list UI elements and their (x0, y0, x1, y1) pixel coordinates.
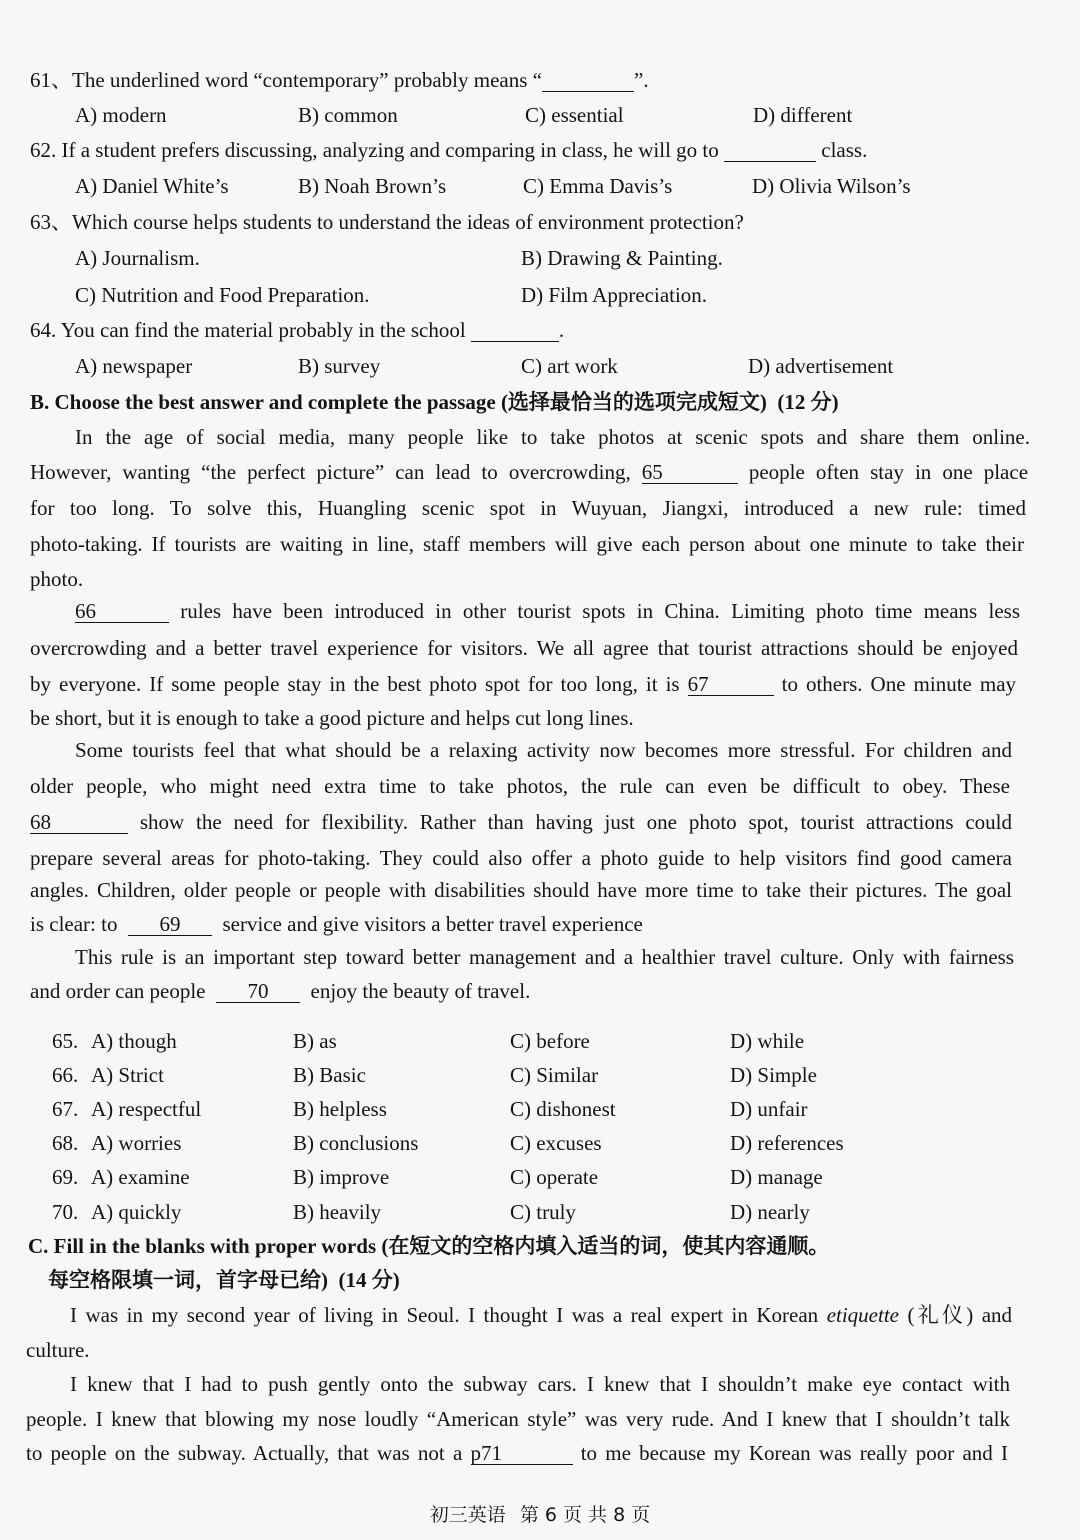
option-62-d: D) Olivia Wilson’s (752, 174, 911, 198)
passage-b-text: people often stay in one place (748, 460, 1029, 484)
option-d: D) while (730, 1029, 805, 1053)
question-64-end: . (558, 318, 565, 342)
option-c: C) truly (510, 1200, 576, 1224)
answer-blank-66: 66 (75, 600, 169, 623)
passage-b-line (30, 459, 1028, 485)
passage-b-line: Some tourists feel that what should be a relaxing activity now becomes more stressful. For children and (75, 738, 1012, 762)
footer-subject: 初三英语 (429, 1504, 506, 1526)
option-d: D) unfair (730, 1097, 808, 1121)
etiquette-word: etiquette (826, 1303, 899, 1327)
option-c: C) Similar (510, 1063, 599, 1087)
answer-blank-70: 70 (216, 980, 300, 1003)
option-b: B) conclusions (293, 1131, 419, 1155)
passage-b-text: and order can people (30, 979, 206, 1003)
option-64-c: C) art work (521, 354, 618, 378)
option-a: A) examine (91, 1165, 190, 1189)
passage-c-text: I was in my second year of living in Seoul. I thought I was a real expert in Korean (70, 1303, 819, 1327)
passage-c-line: culture. (26, 1338, 90, 1362)
passage-b-line (30, 911, 643, 937)
option-a: A) worries (91, 1131, 182, 1155)
option-d: D) nearly (730, 1200, 810, 1224)
option-b: B) as (293, 1029, 337, 1053)
option-num: 68. (52, 1131, 79, 1155)
question-61 (30, 67, 649, 93)
passage-b-text: is clear: to (30, 912, 118, 936)
answer-blank-68: 68 (30, 811, 128, 834)
answer-blank-61 (542, 69, 634, 92)
option-64-b: B) survey (298, 354, 381, 378)
section-c-heading: C. Fill in the blanks with proper words (在短文的空格内填入适当的词，使其内容通顺。 (28, 1234, 830, 1258)
answer-blank-71 (471, 1442, 573, 1465)
option-b: B) heavily (293, 1200, 382, 1224)
passage-c-text: to people on the subway. Actually, that was not a (26, 1441, 463, 1465)
passage-b-line: angles. Children, older people or people with disabilities should have more time to take their pictures. The goal (30, 878, 1012, 902)
section-b-heading: B. Choose the best answer and complete the passage (选择最恰当的选项完成短文) (12 分) (30, 390, 839, 414)
passage-b-text: by everyone. If some people stay in the best photo spot for too long, it is (30, 672, 680, 696)
option-63-a: A) Journalism. (75, 246, 200, 270)
footer-page-number: 第 6 页 共 8 页 (519, 1504, 651, 1526)
option-d: D) references (730, 1131, 844, 1155)
option-61-c: C) essential (525, 103, 624, 127)
option-62-c: C) Emma Davis’s (523, 174, 673, 198)
blank-71-number: 71 (481, 1441, 502, 1465)
option-num: 66. (52, 1063, 79, 1087)
answer-blank-67: 67 (688, 673, 774, 696)
option-b: B) helpless (293, 1097, 387, 1121)
option-a: A) quickly (91, 1200, 182, 1224)
passage-c-line (26, 1440, 1008, 1466)
question-62-stem: 62. If a student prefers discussing, analyzing and comparing in class, he will go to (30, 138, 719, 162)
passage-b-line: photo. (30, 567, 84, 591)
option-63-c: C) Nutrition and Food Preparation. (75, 283, 370, 307)
option-63-d: D) Film Appreciation. (521, 283, 708, 307)
passage-c-line: I knew that I had to push gently onto the subway cars. I knew that I shouldn’t make eye contact with (70, 1372, 1010, 1396)
option-c: C) before (510, 1029, 590, 1053)
option-num: 67. (52, 1097, 79, 1121)
option-a: A) though (91, 1029, 177, 1053)
passage-b-line: be short, but it is enough to take a good picture and helps cut long lines. (30, 706, 634, 730)
question-64-stem: 64. You can find the material probably in the school (30, 318, 466, 342)
option-b: B) improve (293, 1165, 390, 1189)
passage-c-text: to me because my Korean was really poor and I (580, 1441, 1008, 1465)
option-a: A) Strict (91, 1063, 164, 1087)
passage-b-line: This rule is an important step toward better management and a healthier travel culture. Only with fairness (75, 945, 1014, 969)
option-a: A) respectful (91, 1097, 202, 1121)
option-64-d: D) advertisement (748, 354, 894, 378)
option-62-a: A) Daniel White’s (75, 174, 229, 198)
option-num: 65. (52, 1029, 79, 1053)
passage-b-line: for too long. To solve this, Huangling scenic spot in Wuyuan, Jiangxi, introduced a new rule: timed (30, 496, 1026, 520)
option-b: B) Basic (293, 1063, 366, 1087)
option-d: D) manage (730, 1165, 823, 1189)
question-61-end: ”. (634, 68, 649, 92)
blank-71-letter: p (470, 1441, 481, 1465)
option-c: C) dishonest (510, 1097, 616, 1121)
question-62-end: class. (821, 138, 868, 162)
passage-b-text: rules have been introduced in other tourist spots in China. Limiting photo time means less (180, 599, 1020, 623)
answer-blank-64 (471, 319, 559, 342)
page-footer (0, 1500, 1080, 1527)
section-c-subheading: 每空格限填一词，首字母已给) (14 分) (48, 1268, 400, 1292)
option-63-b: B) Drawing & Painting. (521, 246, 723, 270)
passage-b-line: older people, who might need extra time to take photos, the rule can even be difficult to obey. These (30, 774, 1010, 798)
passage-b-line: overcrowding and a better travel experience for visitors. We all agree that tourist attractions should be enjoyed (30, 636, 1018, 660)
answer-blank-69: 69 (128, 913, 212, 936)
option-c: C) operate (510, 1165, 599, 1189)
passage-b-line (75, 598, 1020, 624)
passage-b-line: prepare several areas for photo-taking. They could also offer a photo guide to help visitors find good camera (30, 846, 1012, 870)
question-63: 63、Which course helps students to understand the ideas of environment protection? (30, 210, 744, 234)
passage-c-line: people. I knew that blowing my nose loudly “American style” was very rude. And I knew that I shouldn’t talk (26, 1407, 1010, 1431)
question-64 (30, 317, 564, 343)
passage-b-text: service and give visitors a better travel experience (222, 912, 643, 936)
passage-c-line (70, 1302, 1012, 1328)
passage-b-line (30, 671, 1016, 697)
option-61-a: A) modern (75, 103, 167, 127)
option-num: 70. (52, 1200, 79, 1224)
option-62-b: B) Noah Brown’s (298, 174, 447, 198)
passage-c-text: (礼仪) and (907, 1303, 1013, 1327)
passage-b-text: show the need for flexibility. Rather than having just one photo spot, tourist attractions could (139, 810, 1012, 834)
passage-b-line (30, 809, 1012, 835)
option-61-b: B) common (298, 103, 398, 127)
option-c: C) excuses (510, 1131, 602, 1155)
question-62 (30, 137, 867, 163)
passage-b-text: to others. One minute may (781, 672, 1017, 696)
passage-b-line (30, 978, 530, 1004)
option-64-a: A) newspaper (75, 354, 193, 378)
option-num: 69. (52, 1165, 79, 1189)
answer-blank-62 (724, 139, 816, 162)
passage-b-line: photo-taking. If tourists are waiting in line, staff members will give each person about one minute to take their (30, 532, 1024, 556)
passage-b-line: In the age of social media, many people like to take photos at scenic spots and share them online. (75, 425, 1030, 449)
question-61-stem: 61、The underlined word “contemporary” probably means “ (30, 68, 542, 92)
option-61-d: D) different (753, 103, 853, 127)
passage-b-text: enjoy the beauty of travel. (310, 979, 531, 1003)
passage-b-text: However, wanting “the perfect picture” can lead to overcrowding, (30, 460, 631, 484)
answer-blank-65: 65 (642, 461, 738, 484)
option-d: D) Simple (730, 1063, 817, 1087)
